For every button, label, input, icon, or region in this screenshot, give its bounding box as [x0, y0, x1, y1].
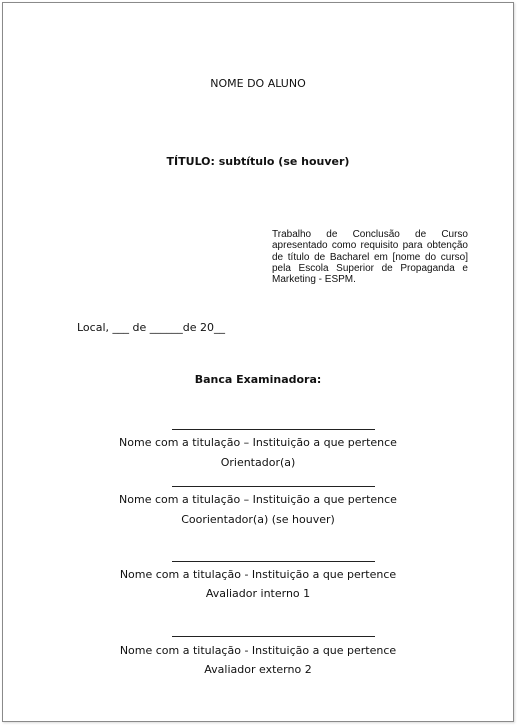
location-date: Local, ___ de ______de 20__	[77, 321, 225, 334]
signature-line	[172, 486, 375, 487]
examiner-name: Nome com a titulação – Instituição a que pertence	[119, 436, 397, 449]
examiner-role: Orientador(a)	[220, 456, 296, 469]
examiner-name: Nome com a titulação - Instituição a que pertence	[119, 644, 397, 657]
document-title: TÍTULO: subtítulo (se houver)	[166, 155, 350, 168]
board-heading: Banca Examinadora:	[194, 373, 322, 386]
document-page	[2, 2, 514, 722]
student-name: NOME DO ALUNO	[210, 77, 306, 90]
examiner-role: Coorientador(a) (se houver)	[181, 513, 335, 526]
examiner-name: Nome com a titulação – Instituição a que pertence	[119, 493, 397, 506]
examiner-role: Avaliador interno 1	[205, 587, 311, 600]
examiner-name: Nome com a titulação - Instituição a que pertence	[119, 568, 397, 581]
signature-line	[172, 561, 375, 562]
examiner-role: Avaliador externo 2	[204, 663, 312, 676]
signature-line	[172, 429, 375, 430]
signature-line	[172, 636, 375, 637]
work-description: Trabalho de Conclusão de Curso apresentado como requisito para obtenção de título de Bacharel em [nome do curso] pela Escola Superior de Propaganda e Marketing - ESPM.	[272, 229, 468, 286]
